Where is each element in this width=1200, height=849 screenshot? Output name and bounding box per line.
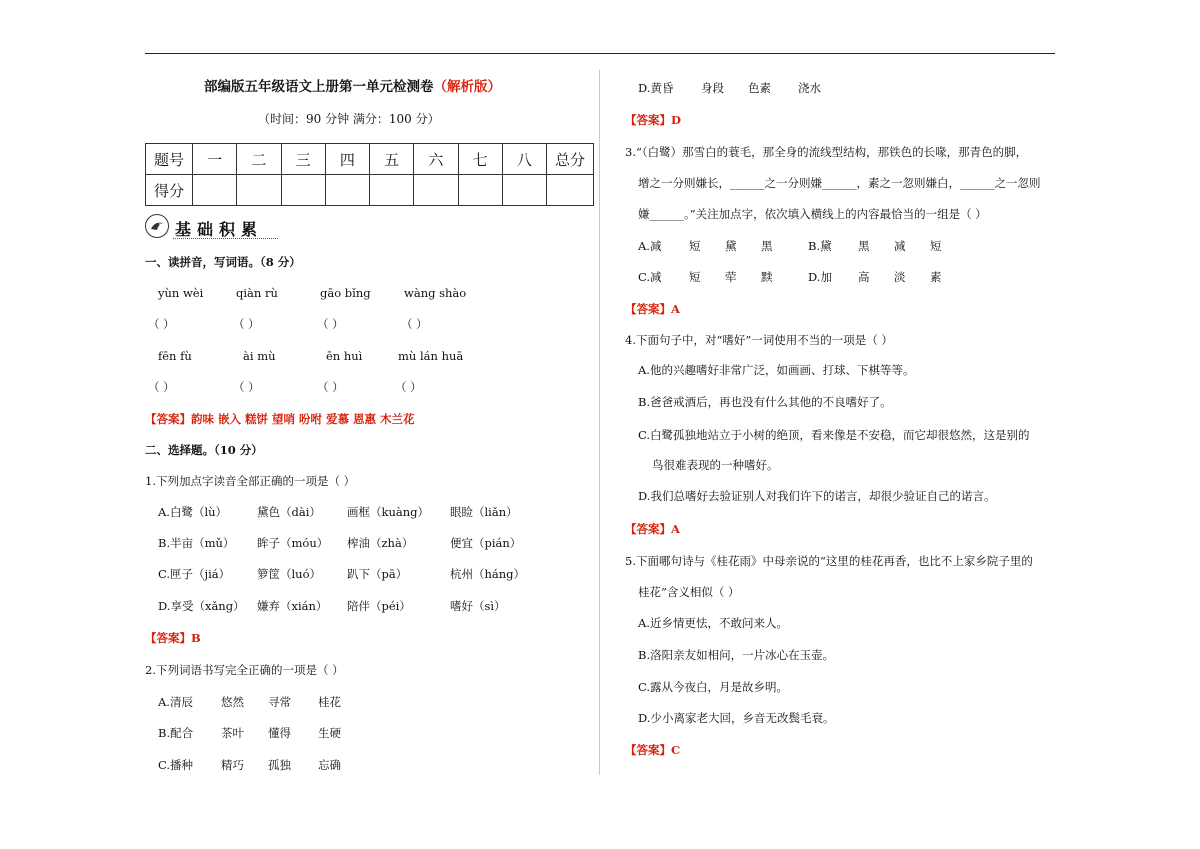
question-stem: 1.下列加点字读音全部正确的一项是（ ） [145, 474, 356, 488]
option-text: 嗜好（sì） [450, 599, 506, 613]
question-stem: 增之一分则嫌长，______之一分则嫌______，素之一忽则嫌白，______之一忽则 [638, 176, 1041, 190]
score-cell: 四 [325, 144, 369, 175]
option-text: 桂花 [318, 695, 341, 709]
exam-subtitle: （时间：90 分钟 满分：100 分） [258, 112, 440, 126]
option-text: 寻常 [268, 695, 291, 709]
option-text: C.白鹭孤独地站立于小树的绝顶，看来像是不安稳，而它却很悠然，这是别的 [638, 428, 1030, 442]
question-stem: 5.下面哪句诗与《桂花雨》中母亲说的“这里的桂花再香，也比不上家乡院子里的 [625, 554, 1033, 568]
score-cell: 总分 [547, 144, 594, 175]
score-table-score-row [146, 175, 594, 206]
q2-4-answer [625, 522, 680, 536]
option-text: A.他的兴趣嗜好非常广泛，如画画、打球、下棋等等。 [638, 363, 915, 377]
option-text: 悠然 [221, 695, 244, 709]
answer-label: 【答案】 [625, 743, 671, 757]
score-blank-cell[interactable] [193, 175, 237, 206]
score-blank-cell[interactable] [370, 175, 414, 206]
answer-bracket[interactable]: （ ） [148, 317, 175, 331]
answer-text: B [191, 631, 201, 645]
option-text: 短 [930, 239, 942, 253]
pinyin-text: fēn fù [158, 349, 192, 363]
pinyin-text: gāo bǐng [320, 286, 371, 300]
answer-label: 【答案】 [625, 113, 671, 127]
pinyin-text: qiàn rù [236, 286, 278, 300]
option-text: B.半亩（mǔ） [158, 536, 235, 550]
q2-3-answer [625, 302, 680, 316]
option-text: 榨油（zhà） [347, 536, 414, 550]
answer-label: 【答案】 [145, 631, 191, 645]
option-text: 眸子（móu） [257, 536, 329, 550]
option-text: 懂得 [268, 726, 291, 740]
option-text: C.露从今夜白，月是故乡明。 [638, 680, 789, 694]
question-stem: 3.“（白鹭）那雪白的蓑毛，那全身的流线型结构，那铁色的长喙，那青色的脚， [625, 145, 1028, 159]
top-rule [145, 53, 1055, 54]
option-text: A.减 [638, 239, 662, 253]
bird-emblem-icon [145, 214, 169, 238]
answer-text: A [671, 522, 680, 536]
score-cell: 六 [414, 144, 458, 175]
score-blank-cell[interactable] [237, 175, 281, 206]
score-cell: 七 [458, 144, 502, 175]
option-text: 黛 [725, 239, 737, 253]
q1-heading: 一、读拼音，写词语。（8 分） [145, 255, 301, 269]
score-blank-cell[interactable] [458, 175, 502, 206]
option-text: 孤独 [268, 758, 291, 772]
answer-text: 韵味 嵌入 糕饼 望哨 吩咐 爱慕 恩惠 木兰花 [191, 412, 415, 426]
pinyin-text: ài mù [243, 349, 276, 363]
answer-text: C [671, 743, 681, 757]
option-text: 茶叶 [221, 726, 244, 740]
question-stem: 桂花”含义相似（ ） [638, 585, 740, 599]
option-text: D.少小离家老大回，乡音无改鬓毛衰。 [638, 711, 835, 725]
option-text: 短 [689, 270, 701, 284]
score-cell: 一 [193, 144, 237, 175]
score-cell: 二 [237, 144, 281, 175]
option-text: 身段 [701, 81, 724, 95]
q2-1-answer [145, 631, 201, 645]
option-text: 高 [858, 270, 870, 284]
option-text: 画框（kuàng） [347, 505, 429, 519]
option-text: 黩 [761, 270, 773, 284]
option-text: 生硬 [318, 726, 341, 740]
option-text: 鸟很难表现的一种嗜好。 [652, 458, 779, 472]
option-text: 减 [894, 239, 906, 253]
page-title [204, 80, 501, 94]
option-text: 色素 [748, 81, 771, 95]
score-blank-cell[interactable] [547, 175, 594, 206]
score-cell: 题号 [146, 144, 193, 175]
section-title [145, 214, 280, 240]
answer-label: 【答案】 [145, 412, 191, 426]
pinyin-text: wàng shào [404, 286, 467, 300]
pinyin-text: mù lán huā [398, 349, 464, 363]
score-blank-cell[interactable] [325, 175, 369, 206]
answer-text: D [671, 113, 681, 127]
answer-bracket[interactable]: （ ） [233, 380, 260, 394]
option-text: 精巧 [221, 758, 244, 772]
score-cell: 八 [502, 144, 546, 175]
option-text: C.播种 [158, 758, 194, 772]
score-row-label: 得分 [146, 175, 193, 206]
option-text: A.近乡情更怯，不敢问来人。 [638, 616, 788, 630]
answer-bracket[interactable]: （ ） [395, 380, 422, 394]
question-stem: 嫌______。”关注加点字，依次填入横线上的内容最恰当的一组是（ ） [638, 207, 987, 221]
option-text: 浇水 [798, 81, 821, 95]
score-cell: 五 [370, 144, 414, 175]
q2-2-answer [625, 113, 681, 127]
score-cell: 三 [281, 144, 325, 175]
question-stem: 2.下列词语书写完全正确的一项是（ ） [145, 663, 344, 677]
option-text: 淡 [894, 270, 906, 284]
answer-bracket[interactable]: （ ） [317, 317, 344, 331]
option-text: 便宜（pián） [450, 536, 522, 550]
q1-answer [145, 412, 415, 426]
option-text: 箩筐（luó） [257, 567, 322, 581]
option-text: B.配合 [158, 726, 194, 740]
option-text: 杭州（háng） [450, 567, 526, 581]
answer-label: 【答案】 [625, 302, 671, 316]
q2-5-answer [625, 743, 680, 757]
answer-bracket[interactable]: （ ） [401, 317, 428, 331]
option-text: B.黛 [808, 239, 832, 253]
option-text: A.白鹭（lù） [158, 505, 228, 519]
section-underline [173, 238, 278, 239]
option-text: A.清辰 [158, 695, 193, 709]
answer-text: A [671, 302, 680, 316]
column-divider [599, 70, 600, 775]
option-text: 荦 [725, 270, 737, 284]
section-label: 基础积累 [175, 220, 264, 239]
option-text: 陪伴（péi） [347, 599, 411, 613]
answer-bracket[interactable]: （ ） [233, 317, 260, 331]
title-tag: （解析版） [433, 79, 501, 95]
q2-heading: 二、选择题。（10 分） [145, 443, 263, 457]
option-text: C.匣子（jiá） [158, 567, 231, 581]
score-table-header-row [146, 144, 594, 175]
answer-bracket[interactable]: （ ） [148, 380, 175, 394]
score-blank-cell[interactable] [281, 175, 325, 206]
option-text: 素 [930, 270, 942, 284]
option-text: 短 [689, 239, 701, 253]
option-text: B.洛阳亲友如相问，一片冰心在玉壶。 [638, 648, 835, 662]
option-text: D.我们总嗜好去验证别人对我们许下的诺言，却很少验证自己的诺言。 [638, 489, 996, 503]
option-text: 黛色（dài） [257, 505, 321, 519]
option-text: 忘确 [318, 758, 341, 772]
title-text: 部编版五年级语文上册第一单元检测卷 [204, 79, 434, 95]
option-text: 嫌弃（xián） [257, 599, 328, 613]
pinyin-text: ēn huì [326, 349, 363, 363]
option-text: 黑 [761, 239, 773, 253]
option-text: D.黄昏 [638, 81, 674, 95]
option-text: D.加 [808, 270, 832, 284]
question-stem: 4.下面句子中，对“嗜好”一词使用不当的一项是（ ） [625, 333, 893, 347]
option-text: 黑 [858, 239, 870, 253]
pinyin-text: yùn wèi [158, 286, 204, 300]
answer-bracket[interactable]: （ ） [317, 380, 344, 394]
option-text: D.享受（xǎng） [158, 599, 245, 613]
option-text: 趴下（pā） [347, 567, 408, 581]
score-blank-cell[interactable] [414, 175, 458, 206]
option-text: 眼睑（liǎn） [450, 505, 518, 519]
score-blank-cell[interactable] [502, 175, 546, 206]
option-text: C.减 [638, 270, 662, 284]
answer-label: 【答案】 [625, 522, 671, 536]
score-table [145, 143, 594, 206]
option-text: B.爸爸戒酒后，再也没有什么其他的不良嗜好了。 [638, 395, 892, 409]
